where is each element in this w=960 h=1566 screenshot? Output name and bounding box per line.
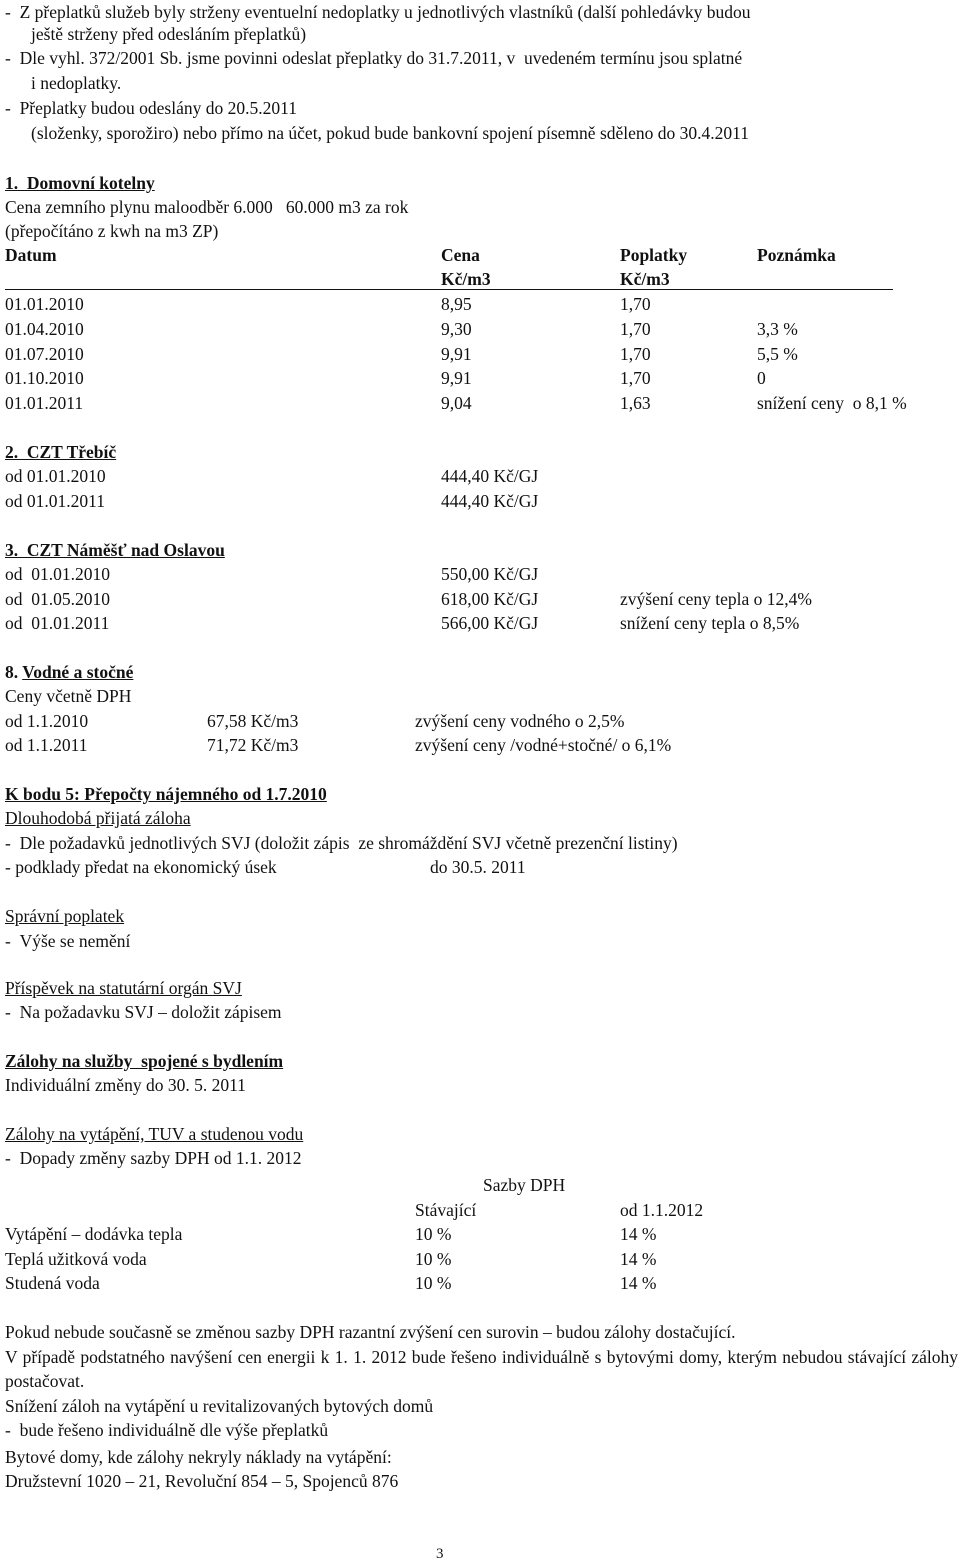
kotelny-header-poznamka: Poznámka (757, 245, 836, 265)
kotelny-row-datum: 01.04.2010 (5, 319, 84, 339)
kotelny-row-poplatky: 1,70 (620, 344, 651, 364)
bod5-subtitle: Dlouhodobá přijatá záloha (5, 808, 191, 828)
closing-paragraph-2: V případě podstatného navýšení cen energii k 1. 1. 2012 bude řešeno individuálně s bytovými domy, kterým nebudou stávající zálohy postačovat. (5, 1347, 958, 1391)
sazby-row-nova: 14 % (620, 1224, 657, 1244)
kotelny-row-poznamka: 3,3 % (757, 319, 798, 339)
closing-paragraph-3: Snížení záloh na vytápění u revitalizovaných bytových domů (5, 1396, 434, 1416)
vodne-line-1: Ceny včetně DPH (5, 686, 132, 706)
bod5-title: K bodu 5: Přepočty nájemného od 1.7.2010 (5, 784, 327, 804)
czt-namest-cena: 618,00 Kč/GJ (441, 589, 539, 609)
closing-paragraph-4: - bude řešeno individuálně dle výše přeplatků (5, 1420, 329, 1440)
vodne-od: od 1.1.2011 (5, 735, 88, 755)
kotelny-row-cena: 9,04 (441, 393, 472, 413)
kotelny-row-poplatky: 1,70 (620, 319, 651, 339)
vodne-title-number: 8. (5, 662, 19, 682)
kotelny-header-cena: Cena (441, 245, 480, 265)
spravni-line-1: - Výše se nemění (5, 931, 131, 951)
sazby-col-stavajici: Stávající (415, 1200, 477, 1220)
closing-paragraph-1: Pokud nebude současně se změnou sazby DPH razantní zvýšení cen surovin – budou zálohy dostačující. (5, 1322, 736, 1342)
intro-line-5: - Přeplatky budou odeslány do 20.5.2011 (5, 98, 297, 118)
intro-line-4: i nedoplatky. (31, 73, 122, 93)
czt-namest-cena: 566,00 Kč/GJ (441, 613, 539, 633)
czt-namest-od: od 01.01.2011 (5, 613, 110, 633)
czt-trebic-od: od 01.01.2010 (5, 466, 106, 486)
intro-line-1: - Z přeplatků služeb byly strženy eventuelní nedoplatky u jednotlivých vlastníků (další pohledávky budou (5, 2, 751, 22)
kotelny-row-datum: 01.07.2010 (5, 344, 84, 364)
page-number: 3 (436, 1546, 444, 1562)
kotelny-row-cena: 9,91 (441, 344, 472, 364)
kotelny-line-1: Cena zemního plynu maloodběr 6.000 60.000 m3 za rok (5, 197, 409, 217)
closing-paragraph-6: Družstevní 1020 – 21, Revoluční 854 – 5, Spojenců 876 (5, 1471, 399, 1491)
czt-namest-title: 3. CZT Náměšť nad Oslavou (5, 540, 225, 560)
sazby-row-name: Vytápění – dodávka tepla (5, 1224, 183, 1244)
czt-trebic-od: od 01.01.2011 (5, 491, 105, 511)
kotelny-row-datum: 01.01.2010 (5, 294, 84, 314)
sazby-row-stavajici: 10 % (415, 1273, 452, 1293)
kotelny-row-poplatky: 1,70 (620, 368, 651, 388)
kotelny-header-datum: Datum (5, 245, 57, 265)
vodne-cena: 71,72 Kč/m3 (207, 735, 299, 755)
zalohy-title: Zálohy na služby spojené s bydlením (5, 1051, 284, 1071)
vodne-title (5, 660, 133, 684)
sazby-row-nova: 14 % (620, 1273, 657, 1293)
zalohy-line-1: Individuální změny do 30. 5. 2011 (5, 1075, 246, 1095)
vodne-title-text: Vodné a stočné (22, 662, 134, 682)
czt-namest-cena: 550,00 Kč/GJ (441, 564, 539, 584)
kotelny-title: 1. Domovní kotelny (5, 173, 155, 193)
intro-line-2: ještě strženy před odesláním přeplatků) (31, 24, 307, 44)
czt-namest-poznamka: zvýšení ceny tepla o 12,4% (620, 589, 812, 609)
czt-trebic-title: 2. CZT Třebíč (5, 442, 117, 462)
kotelny-header-poplatky: Poplatky (620, 245, 688, 265)
bod5-line-2: - podklady předat na ekonomický úsek (5, 857, 277, 877)
kotelny-row-cena: 9,91 (441, 368, 472, 388)
sazby-row-name: Teplá užitková voda (5, 1249, 147, 1269)
intro-line-6: (složenky, sporožiro) nebo přímo na účet, pokud bude bankovní spojení písemně sděleno do 30.4.2011 (31, 123, 750, 143)
vytapeni-title: Zálohy na vytápění, TUV a studenou vodu (5, 1124, 304, 1144)
prispevek-line-1: - Na požadavku SVJ – doložit zápisem (5, 1002, 282, 1022)
czt-namest-od: od 01.01.2010 (5, 564, 110, 584)
prispevek-title: Příspěvek na statutární orgán SVJ (5, 978, 242, 998)
bod5-line-1: - Dle požadavků jednotlivých SVJ (doložit zápis ze shromáždění SVJ včetně prezenční listiny) (5, 833, 678, 853)
vodne-od: od 1.1.2010 (5, 711, 89, 731)
sazby-dph-title: Sazby DPH (483, 1175, 566, 1195)
sazby-row-stavajici: 10 % (415, 1249, 452, 1269)
kotelny-row-poplatky: 1,70 (620, 294, 651, 314)
vodne-poznamka: zvýšení ceny vodného o 2,5% (415, 711, 625, 731)
spravni-title: Správní poplatek (5, 906, 125, 926)
sazby-row-nova: 14 % (620, 1249, 657, 1269)
czt-namest-poznamka: snížení ceny tepla o 8,5% (620, 613, 800, 633)
sazby-col-nova: od 1.1.2012 (620, 1200, 704, 1220)
kotelny-header-rule (5, 289, 893, 290)
vodne-cena: 67,58 Kč/m3 (207, 711, 299, 731)
vodne-poznamka: zvýšení ceny /vodné+stočné/ o 6,1% (415, 735, 672, 755)
czt-namest-od: od 01.05.2010 (5, 589, 110, 609)
kotelny-header-cena-unit: Kč/m3 (441, 269, 491, 289)
kotelny-row-poznamka: 0 (757, 368, 766, 388)
kotelny-row-cena: 8,95 (441, 294, 472, 314)
kotelny-header-poplatky-unit: Kč/m3 (620, 269, 670, 289)
kotelny-line-2: (přepočítáno z kwh na m3 ZP) (5, 221, 219, 241)
kotelny-row-poznamka: snížení ceny o 8,1 % (757, 393, 907, 413)
czt-trebic-cena: 444,40 Kč/GJ (441, 491, 539, 511)
kotelny-row-datum: 01.10.2010 (5, 368, 84, 388)
kotelny-row-datum: 01.01.2011 (5, 393, 84, 413)
sazby-row-stavajici: 10 % (415, 1224, 452, 1244)
kotelny-row-poplatky: 1,63 (620, 393, 651, 413)
vytapeni-line-1: - Dopady změny sazby DPH od 1.1. 2012 (5, 1148, 302, 1168)
closing-paragraph-5: Bytové domy, kde zálohy nekryly náklady na vytápění: (5, 1447, 392, 1467)
kotelny-row-cena: 9,30 (441, 319, 472, 339)
kotelny-row-poznamka: 5,5 % (757, 344, 798, 364)
czt-trebic-cena: 444,40 Kč/GJ (441, 466, 539, 486)
bod5-deadline: do 30.5. 2011 (430, 857, 526, 877)
sazby-row-name: Studená voda (5, 1273, 100, 1293)
intro-line-3: - Dle vyhl. 372/2001 Sb. jsme povinni odeslat přeplatky do 31.7.2011, v uvedeném termínu jsou splatné (5, 48, 743, 68)
